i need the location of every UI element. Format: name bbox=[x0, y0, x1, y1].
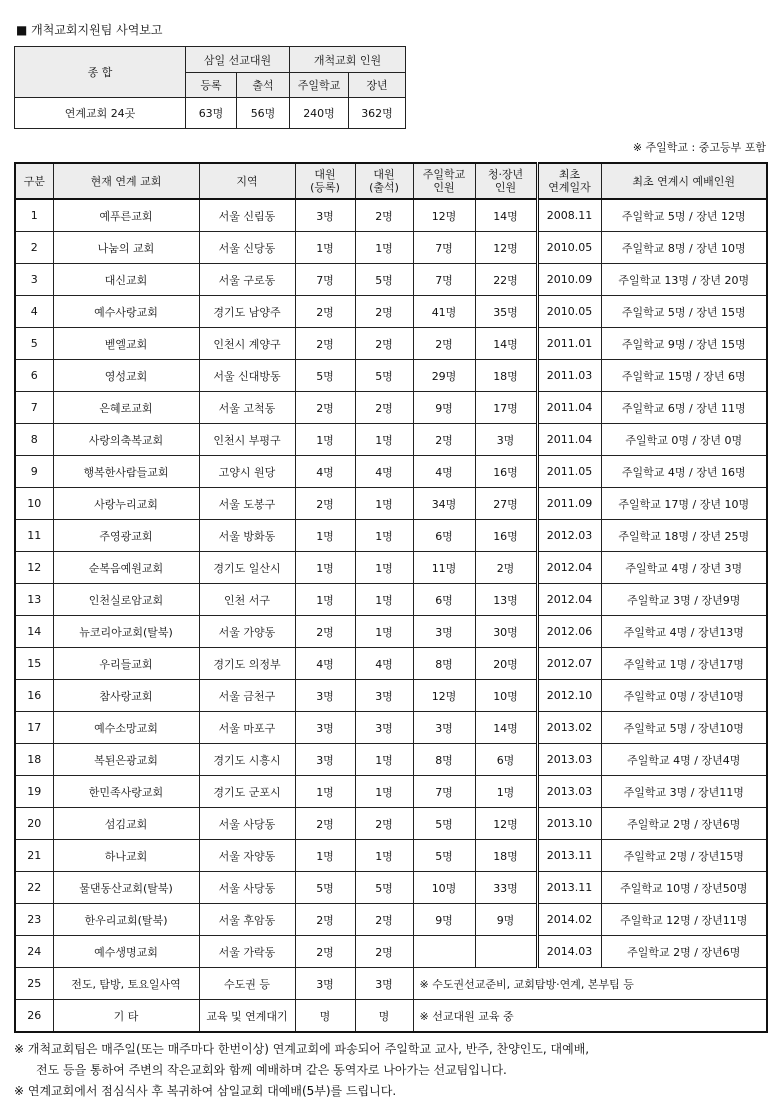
table-cell: 1명 bbox=[355, 552, 413, 584]
table-cell: 주일학교 4명 / 장년13명 bbox=[601, 616, 767, 648]
table-cell: 9 bbox=[15, 456, 53, 488]
table-cell: 2 bbox=[15, 232, 53, 264]
table-cell: 주일학교 12명 / 장년11명 bbox=[601, 904, 767, 936]
column-header: 현재 연계 교회 bbox=[53, 163, 199, 199]
table-cell: 14명 bbox=[475, 199, 537, 232]
table-cell: 5명 bbox=[355, 360, 413, 392]
table-cell: 5명 bbox=[413, 840, 475, 872]
table-cell: 주일학교 3명 / 장년11명 bbox=[601, 776, 767, 808]
table-row bbox=[15, 296, 767, 328]
table-row bbox=[15, 616, 767, 648]
table-cell: 주일학교 4명 / 장년4명 bbox=[601, 744, 767, 776]
table-cell: 주일학교 2명 / 장년15명 bbox=[601, 840, 767, 872]
table-row bbox=[15, 520, 767, 552]
table-cell: 예수사랑교회 bbox=[53, 296, 199, 328]
table-cell: 8 bbox=[15, 424, 53, 456]
table-cell: 2명 bbox=[355, 936, 413, 968]
summary-sub-attended: 출석 bbox=[237, 73, 290, 98]
table-cell: 2명 bbox=[295, 392, 355, 424]
table-cell: 34명 bbox=[413, 488, 475, 520]
table-row bbox=[15, 1000, 767, 1033]
table-cell: 2010.05 bbox=[537, 296, 601, 328]
table-cell: 5 bbox=[15, 328, 53, 360]
table-cell: 나눔의 교회 bbox=[53, 232, 199, 264]
column-header: 최초 연계일자 bbox=[537, 163, 601, 199]
table-cell: 3명 bbox=[295, 680, 355, 712]
table-cell: 인천실로암교회 bbox=[53, 584, 199, 616]
summary-value: 240명 bbox=[290, 98, 349, 129]
table-cell: 2013.10 bbox=[537, 808, 601, 840]
table-cell: 25 bbox=[15, 968, 53, 1000]
table-cell: 주일학교 4명 / 장년 16명 bbox=[601, 456, 767, 488]
table-cell: 2명 bbox=[355, 296, 413, 328]
table-cell: 14명 bbox=[475, 712, 537, 744]
table-cell: 주일학교 6명 / 장년 11명 bbox=[601, 392, 767, 424]
table-cell: 14 bbox=[15, 616, 53, 648]
table-cell: 12명 bbox=[413, 680, 475, 712]
table-row bbox=[15, 776, 767, 808]
table-cell: 22명 bbox=[475, 264, 537, 296]
table-row bbox=[15, 264, 767, 296]
table-cell: 4명 bbox=[413, 456, 475, 488]
table-cell: 2명 bbox=[355, 392, 413, 424]
table-cell: 3명 bbox=[295, 744, 355, 776]
table-cell: 20명 bbox=[475, 648, 537, 680]
table-cell: 2명 bbox=[295, 616, 355, 648]
table-row bbox=[15, 744, 767, 776]
report-title: ■ 개척교회지원팀 사역보고 bbox=[16, 23, 163, 37]
table-cell: 18명 bbox=[475, 360, 537, 392]
summary-value: 63명 bbox=[186, 98, 237, 129]
table-cell: 2010.09 bbox=[537, 264, 601, 296]
summary-sub-sunday-school: 주일학교 bbox=[290, 73, 349, 98]
table-cell: 1명 bbox=[355, 616, 413, 648]
table-cell: 2명 bbox=[475, 552, 537, 584]
table-cell: 4명 bbox=[295, 456, 355, 488]
table-cell: 1명 bbox=[355, 424, 413, 456]
table-cell: 수도권 등 bbox=[199, 968, 295, 1000]
table-cell: 1 bbox=[15, 199, 53, 232]
table-cell: 41명 bbox=[413, 296, 475, 328]
table-row bbox=[15, 328, 767, 360]
table-cell: 2012.10 bbox=[537, 680, 601, 712]
table-cell: 서울 사당동 bbox=[199, 808, 295, 840]
table-cell: 4명 bbox=[295, 648, 355, 680]
table-cell: 은혜로교회 bbox=[53, 392, 199, 424]
table-cell: 한민족사랑교회 bbox=[53, 776, 199, 808]
table-cell: 경기도 남양주 bbox=[199, 296, 295, 328]
column-header: 최초 연계시 예배인원 bbox=[601, 163, 767, 199]
table-cell: 서울 사당동 bbox=[199, 872, 295, 904]
table-cell: 2011.04 bbox=[537, 392, 601, 424]
table-cell: 3명 bbox=[413, 616, 475, 648]
table-cell: 주일학교 5명 / 장년 15명 bbox=[601, 296, 767, 328]
table-cell: 복된은광교회 bbox=[53, 744, 199, 776]
table-cell: 주일학교 4명 / 장년 3명 bbox=[601, 552, 767, 584]
table-row bbox=[15, 456, 767, 488]
church-table bbox=[14, 162, 768, 1033]
table-cell: 고양시 원당 bbox=[199, 456, 295, 488]
table-cell: 2008.11 bbox=[537, 199, 601, 232]
table-cell: 벧엘교회 bbox=[53, 328, 199, 360]
table-cell: 인천시 부평구 bbox=[199, 424, 295, 456]
table-cell: 순복음예원교회 bbox=[53, 552, 199, 584]
table-cell: 2012.06 bbox=[537, 616, 601, 648]
table-cell: 사랑의축복교회 bbox=[53, 424, 199, 456]
table-row bbox=[15, 584, 767, 616]
table-cell: 7명 bbox=[413, 776, 475, 808]
table-cell: 주일학교 10명 / 장년50명 bbox=[601, 872, 767, 904]
table-cell: 10 bbox=[15, 488, 53, 520]
table-cell: 서울 신당동 bbox=[199, 232, 295, 264]
table-row bbox=[15, 872, 767, 904]
table-cell: 대신교회 bbox=[53, 264, 199, 296]
table-cell: 5명 bbox=[295, 360, 355, 392]
table-cell: 30명 bbox=[475, 616, 537, 648]
table-cell: 13 bbox=[15, 584, 53, 616]
table-cell: 18명 bbox=[475, 840, 537, 872]
table-row bbox=[15, 648, 767, 680]
table-cell: 23 bbox=[15, 904, 53, 936]
table-cell: 27명 bbox=[475, 488, 537, 520]
summary-group-missionaries: 삼일 선교대원 bbox=[186, 47, 290, 73]
table-cell: 4명 bbox=[355, 456, 413, 488]
table-cell: 5명 bbox=[355, 872, 413, 904]
table-cell: 7명 bbox=[413, 232, 475, 264]
table-cell: 2011.09 bbox=[537, 488, 601, 520]
table-cell: 서울 신림동 bbox=[199, 199, 295, 232]
table-cell: 주일학교 18명 / 장년 25명 bbox=[601, 520, 767, 552]
table-cell: 물댄동산교회(탈북) bbox=[53, 872, 199, 904]
table-cell: 한우리교회(탈북) bbox=[53, 904, 199, 936]
table-cell: 주일학교 1명 / 장년17명 bbox=[601, 648, 767, 680]
table-row bbox=[15, 968, 767, 1000]
table-cell: 예푸른교회 bbox=[53, 199, 199, 232]
table-cell: 2010.05 bbox=[537, 232, 601, 264]
table-cell: 12 bbox=[15, 552, 53, 584]
footer-line: ※ 개척교회팀은 매주일(또는 매주마다 한번이상) 연계교회에 파송되어 주일학교 교사, 반주, 찬양인도, 대예배, bbox=[14, 1042, 590, 1056]
table-cell: 주일학교 5명 / 장년 12명 bbox=[601, 199, 767, 232]
table-cell: 7 bbox=[15, 392, 53, 424]
table-cell: 기 타 bbox=[53, 1000, 199, 1033]
table-cell: 6 bbox=[15, 360, 53, 392]
table-cell: 19 bbox=[15, 776, 53, 808]
table-cell: 7명 bbox=[413, 264, 475, 296]
table-cell: 예수소망교회 bbox=[53, 712, 199, 744]
table-row bbox=[15, 360, 767, 392]
table-row bbox=[15, 488, 767, 520]
table-cell: 주일학교 15명 / 장년 6명 bbox=[601, 360, 767, 392]
table-cell: 2명 bbox=[295, 808, 355, 840]
table-cell: 행복한사람들교회 bbox=[53, 456, 199, 488]
table-cell: 2명 bbox=[295, 488, 355, 520]
table-cell: 1명 bbox=[295, 552, 355, 584]
table-cell: 5명 bbox=[295, 872, 355, 904]
table-cell: 22 bbox=[15, 872, 53, 904]
table-cell: 서울 후암동 bbox=[199, 904, 295, 936]
table-cell: 2명 bbox=[355, 904, 413, 936]
table-cell: 3명 bbox=[355, 968, 413, 1000]
table-cell: 서울 신대방동 bbox=[199, 360, 295, 392]
table-cell bbox=[413, 936, 475, 968]
table-cell: 경기도 시흥시 bbox=[199, 744, 295, 776]
table-cell: 16 bbox=[15, 680, 53, 712]
table-cell: 11 bbox=[15, 520, 53, 552]
table-cell: 7명 bbox=[295, 264, 355, 296]
table-cell: 17명 bbox=[475, 392, 537, 424]
footer-line: ※ 연계교회에서 점심식사 후 복귀하여 삼일교회 대예배(5부)를 드립니다. bbox=[14, 1084, 397, 1098]
table-cell: 12명 bbox=[475, 232, 537, 264]
table-cell: 1명 bbox=[355, 520, 413, 552]
column-header: 구분 bbox=[15, 163, 53, 199]
table-row bbox=[15, 904, 767, 936]
table-cell: 1명 bbox=[295, 232, 355, 264]
table-cell: 9명 bbox=[475, 904, 537, 936]
table-cell: 주일학교 13명 / 장년 20명 bbox=[601, 264, 767, 296]
table-cell: 12명 bbox=[413, 199, 475, 232]
table-cell bbox=[475, 936, 537, 968]
table-cell: 2011.01 bbox=[537, 328, 601, 360]
table-cell: 2012.03 bbox=[537, 520, 601, 552]
footer-line: 전도 등을 통하여 주변의 작은교회와 함께 예배하며 같은 동역자로 나아가는 선교팀입니다. bbox=[36, 1063, 507, 1077]
table-cell: 2명 bbox=[295, 936, 355, 968]
table-cell: 서울 마포구 bbox=[199, 712, 295, 744]
table-cell: 3명 bbox=[295, 968, 355, 1000]
table-cell: 10명 bbox=[475, 680, 537, 712]
table-cell: 3 bbox=[15, 264, 53, 296]
table-cell: 3명 bbox=[475, 424, 537, 456]
table-row bbox=[15, 199, 767, 232]
table-cell: 경기도 일산시 bbox=[199, 552, 295, 584]
table-cell: 뉴코리아교회(탈북) bbox=[53, 616, 199, 648]
table-cell: 인천시 계양구 bbox=[199, 328, 295, 360]
table-cell: 9명 bbox=[413, 392, 475, 424]
table-cell: 서울 도봉구 bbox=[199, 488, 295, 520]
table-cell: 35명 bbox=[475, 296, 537, 328]
table-cell: 24 bbox=[15, 936, 53, 968]
table-cell: 하나교회 bbox=[53, 840, 199, 872]
footer-notes bbox=[14, 1039, 766, 1102]
table-cell: 서울 금천구 bbox=[199, 680, 295, 712]
table-cell: 1명 bbox=[475, 776, 537, 808]
summary-sub-registered: 등록 bbox=[186, 73, 237, 98]
table-cell: 서울 자양동 bbox=[199, 840, 295, 872]
summary-value: 362명 bbox=[349, 98, 406, 129]
table-cell: 1명 bbox=[355, 776, 413, 808]
table-cell: 영성교회 bbox=[53, 360, 199, 392]
table-cell: 1명 bbox=[355, 488, 413, 520]
table-cell: 주영광교회 bbox=[53, 520, 199, 552]
table-cell: 15 bbox=[15, 648, 53, 680]
table-row bbox=[15, 552, 767, 584]
table-cell: 1명 bbox=[295, 776, 355, 808]
table-row bbox=[15, 936, 767, 968]
table-cell: 1명 bbox=[295, 424, 355, 456]
table-cell: 주일학교 8명 / 장년 10명 bbox=[601, 232, 767, 264]
summary-row-label: 연계교회 24곳 bbox=[15, 98, 186, 129]
table-cell: 2014.02 bbox=[537, 904, 601, 936]
sunday-school-note: ※ 주일학교 : 중고등부 포함 bbox=[632, 141, 766, 154]
summary-value: 56명 bbox=[237, 98, 290, 129]
table-cell: 2013.03 bbox=[537, 776, 601, 808]
table-cell: 예수생명교회 bbox=[53, 936, 199, 968]
table-cell: 12명 bbox=[475, 808, 537, 840]
table-cell: 5명 bbox=[413, 808, 475, 840]
table-cell: 16명 bbox=[475, 456, 537, 488]
table-cell: 2명 bbox=[295, 296, 355, 328]
table-cell: 10명 bbox=[413, 872, 475, 904]
table-cell: 2012.07 bbox=[537, 648, 601, 680]
table-cell: 2012.04 bbox=[537, 552, 601, 584]
table-cell: 전도, 탐방, 토요일사역 bbox=[53, 968, 199, 1000]
table-cell: 2012.04 bbox=[537, 584, 601, 616]
table-row bbox=[15, 232, 767, 264]
table-cell: 6명 bbox=[413, 584, 475, 616]
table-cell: 1명 bbox=[355, 584, 413, 616]
table-cell: 2명 bbox=[355, 199, 413, 232]
table-cell: 13명 bbox=[475, 584, 537, 616]
table-cell: 3명 bbox=[413, 712, 475, 744]
table-cell: 20 bbox=[15, 808, 53, 840]
table-cell: 주일학교 17명 / 장년 10명 bbox=[601, 488, 767, 520]
table-header-row bbox=[15, 163, 767, 199]
table-cell: 9명 bbox=[413, 904, 475, 936]
summary-total-label: 종 합 bbox=[15, 47, 186, 98]
table-cell: 서울 고척동 bbox=[199, 392, 295, 424]
table-cell: 6명 bbox=[413, 520, 475, 552]
column-header: 주일학교 인원 bbox=[413, 163, 475, 199]
table-cell: 서울 가락동 bbox=[199, 936, 295, 968]
table-cell: 1명 bbox=[295, 584, 355, 616]
table-cell: 11명 bbox=[413, 552, 475, 584]
table-cell: 17 bbox=[15, 712, 53, 744]
table-cell: 26 bbox=[15, 1000, 53, 1033]
table-cell: 사랑누리교회 bbox=[53, 488, 199, 520]
table-cell: 2명 bbox=[295, 328, 355, 360]
table-cell: 29명 bbox=[413, 360, 475, 392]
table-cell: 1명 bbox=[355, 232, 413, 264]
column-header: 지역 bbox=[199, 163, 295, 199]
table-cell: 2014.03 bbox=[537, 936, 601, 968]
table-cell: 명 bbox=[355, 1000, 413, 1033]
table-cell: 2013.03 bbox=[537, 744, 601, 776]
table-cell: 16명 bbox=[475, 520, 537, 552]
table-row bbox=[15, 712, 767, 744]
table-cell: 교육 및 연계대기 bbox=[199, 1000, 295, 1033]
table-cell: 주일학교 0명 / 장년 0명 bbox=[601, 424, 767, 456]
table-cell: 1명 bbox=[355, 840, 413, 872]
table-cell: 섬김교회 bbox=[53, 808, 199, 840]
table-cell: 주일학교 5명 / 장년10명 bbox=[601, 712, 767, 744]
table-cell: 2013.11 bbox=[537, 840, 601, 872]
column-header: 대원 (등록) bbox=[295, 163, 355, 199]
table-cell: 경기도 군포시 bbox=[199, 776, 295, 808]
table-cell: 14명 bbox=[475, 328, 537, 360]
table-row bbox=[15, 424, 767, 456]
table-cell: 주일학교 2명 / 장년6명 bbox=[601, 936, 767, 968]
table-cell: 2011.05 bbox=[537, 456, 601, 488]
table-cell: 2명 bbox=[413, 424, 475, 456]
table-cell: 서울 구로동 bbox=[199, 264, 295, 296]
table-cell: 21 bbox=[15, 840, 53, 872]
table-cell: 2011.04 bbox=[537, 424, 601, 456]
row-note: ※ 수도권선교준비, 교회탐방·연계, 본부팀 등 bbox=[413, 968, 767, 1000]
table-cell: 4 bbox=[15, 296, 53, 328]
table-cell: 2013.02 bbox=[537, 712, 601, 744]
table-cell: 2011.03 bbox=[537, 360, 601, 392]
table-cell: 참사랑교회 bbox=[53, 680, 199, 712]
table-cell: 1명 bbox=[295, 840, 355, 872]
table-cell: 8명 bbox=[413, 744, 475, 776]
table-cell: 서울 가양동 bbox=[199, 616, 295, 648]
table-cell: 8명 bbox=[413, 648, 475, 680]
table-row bbox=[15, 840, 767, 872]
table-cell: 2명 bbox=[295, 904, 355, 936]
table-cell: 주일학교 2명 / 장년6명 bbox=[601, 808, 767, 840]
table-cell: 주일학교 0명 / 장년10명 bbox=[601, 680, 767, 712]
column-header: 청·장년 인원 bbox=[475, 163, 537, 199]
table-row bbox=[15, 392, 767, 424]
table-cell: 주일학교 9명 / 장년 15명 bbox=[601, 328, 767, 360]
column-header: 대원 (출석) bbox=[355, 163, 413, 199]
table-body bbox=[15, 199, 767, 1032]
table-cell: 6명 bbox=[475, 744, 537, 776]
table-cell: 5명 bbox=[355, 264, 413, 296]
table-row bbox=[15, 680, 767, 712]
table-cell: 2명 bbox=[355, 328, 413, 360]
table-cell: 경기도 의정부 bbox=[199, 648, 295, 680]
table-cell: 주일학교 3명 / 장년9명 bbox=[601, 584, 767, 616]
summary-group-church-members: 개척교회 인원 bbox=[290, 47, 406, 73]
table-cell: 인천 서구 bbox=[199, 584, 295, 616]
table-cell: 명 bbox=[295, 1000, 355, 1033]
table-cell: 우리들교회 bbox=[53, 648, 199, 680]
table-cell: 1명 bbox=[355, 744, 413, 776]
row-note: ※ 선교대원 교육 중 bbox=[413, 1000, 767, 1033]
table-cell: 3명 bbox=[295, 712, 355, 744]
table-cell: 1명 bbox=[295, 520, 355, 552]
table-row bbox=[15, 808, 767, 840]
table-cell: 2명 bbox=[355, 808, 413, 840]
table-cell: 18 bbox=[15, 744, 53, 776]
table-cell: 3명 bbox=[295, 199, 355, 232]
table-cell: 서울 방화동 bbox=[199, 520, 295, 552]
summary-table bbox=[14, 46, 406, 129]
table-cell: 2013.11 bbox=[537, 872, 601, 904]
table-cell: 33명 bbox=[475, 872, 537, 904]
table-cell: 3명 bbox=[355, 680, 413, 712]
summary-sub-adults: 장년 bbox=[349, 73, 406, 98]
table-cell: 3명 bbox=[355, 712, 413, 744]
table-cell: 4명 bbox=[355, 648, 413, 680]
table-cell: 2명 bbox=[413, 328, 475, 360]
